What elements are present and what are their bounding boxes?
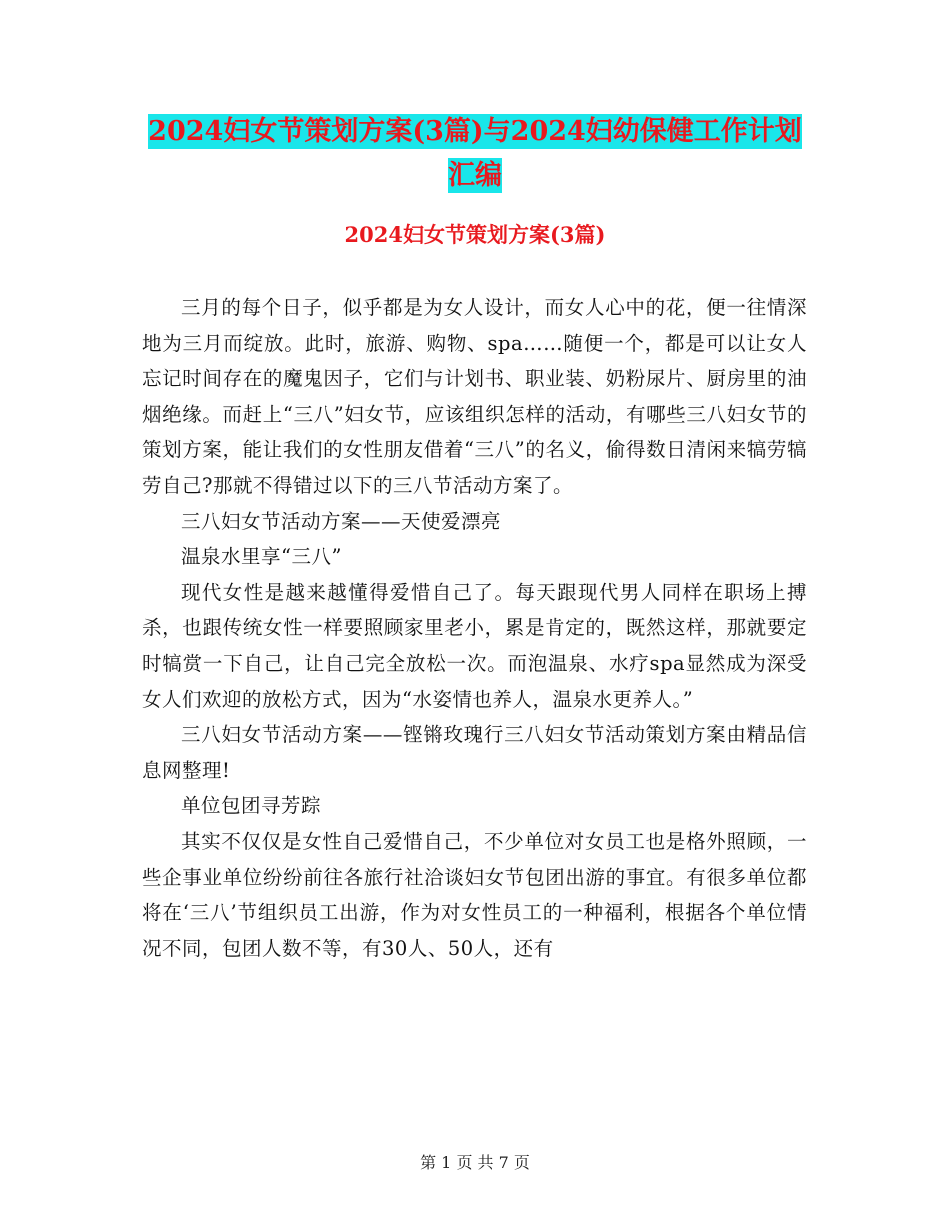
- title-highlight: 2024妇女节策划方案(3篇)与2024妇幼保健工作计划汇编: [148, 116, 802, 191]
- paragraph: 三月的每个日子，似乎都是为女人设计，而女人心中的花，便一往情深地为三月而绽放。此时，旅游、购物、spa……随便一个，都是可以让女人忘记时间存在的魔鬼因子，它们与计划书、职业装、奶粉尿片、厨房里的油烟绝缘。而赶上“三八”妇女节，应该组织怎样的活动，有哪些三八妇女节的策划方案，能让我们的女性朋友借着“三八”的名义，偷得数日清闲来犒劳犒劳自己?那就不得错过以下的三八节活动方案了。: [142, 296, 807, 497]
- section-title: 2024妇女节策划方案(3篇): [344, 222, 606, 247]
- paragraph: 温泉水里享“三八”: [181, 545, 342, 569]
- body-text: [142, 290, 807, 966]
- document-title: [140, 110, 810, 198]
- paragraph: 三八妇女节活动方案——铿锵玫瑰行三八妇女节活动策划方案由精品信息网整理!: [142, 723, 807, 782]
- page-footer: 第 1 页 共 7 页: [420, 1153, 530, 1172]
- paragraph: 单位包团寻芳踪: [181, 794, 322, 818]
- paragraph: 现代女性是越来越懂得爱惜自己了。每天跟现代男人同样在职场上搏杀，也跟传统女性一样要照顾家里老小，累是肯定的，既然这样，那就要定时犒赏一下自己，让自己完全放松一次。而泡温泉、水疗spa显然成为深受女人们欢迎的放松方式，因为“水姿情也养人，温泉水更养人。”: [142, 580, 807, 711]
- paragraph: 其实不仅仅是女性自己爱惜自己，不少单位对女员工也是格外照顾，一些企事业单位纷纷前往各旅行社洽谈妇女节包团出游的事宜。有很多单位都将在‘三八’节组织员工出游，作为对女性员工的一种福利，根据各个单位情况不同，包团人数不等，有30人、50人，还有: [142, 829, 807, 960]
- paragraph: 三八妇女节活动方案——天使爱漂亮: [181, 509, 502, 533]
